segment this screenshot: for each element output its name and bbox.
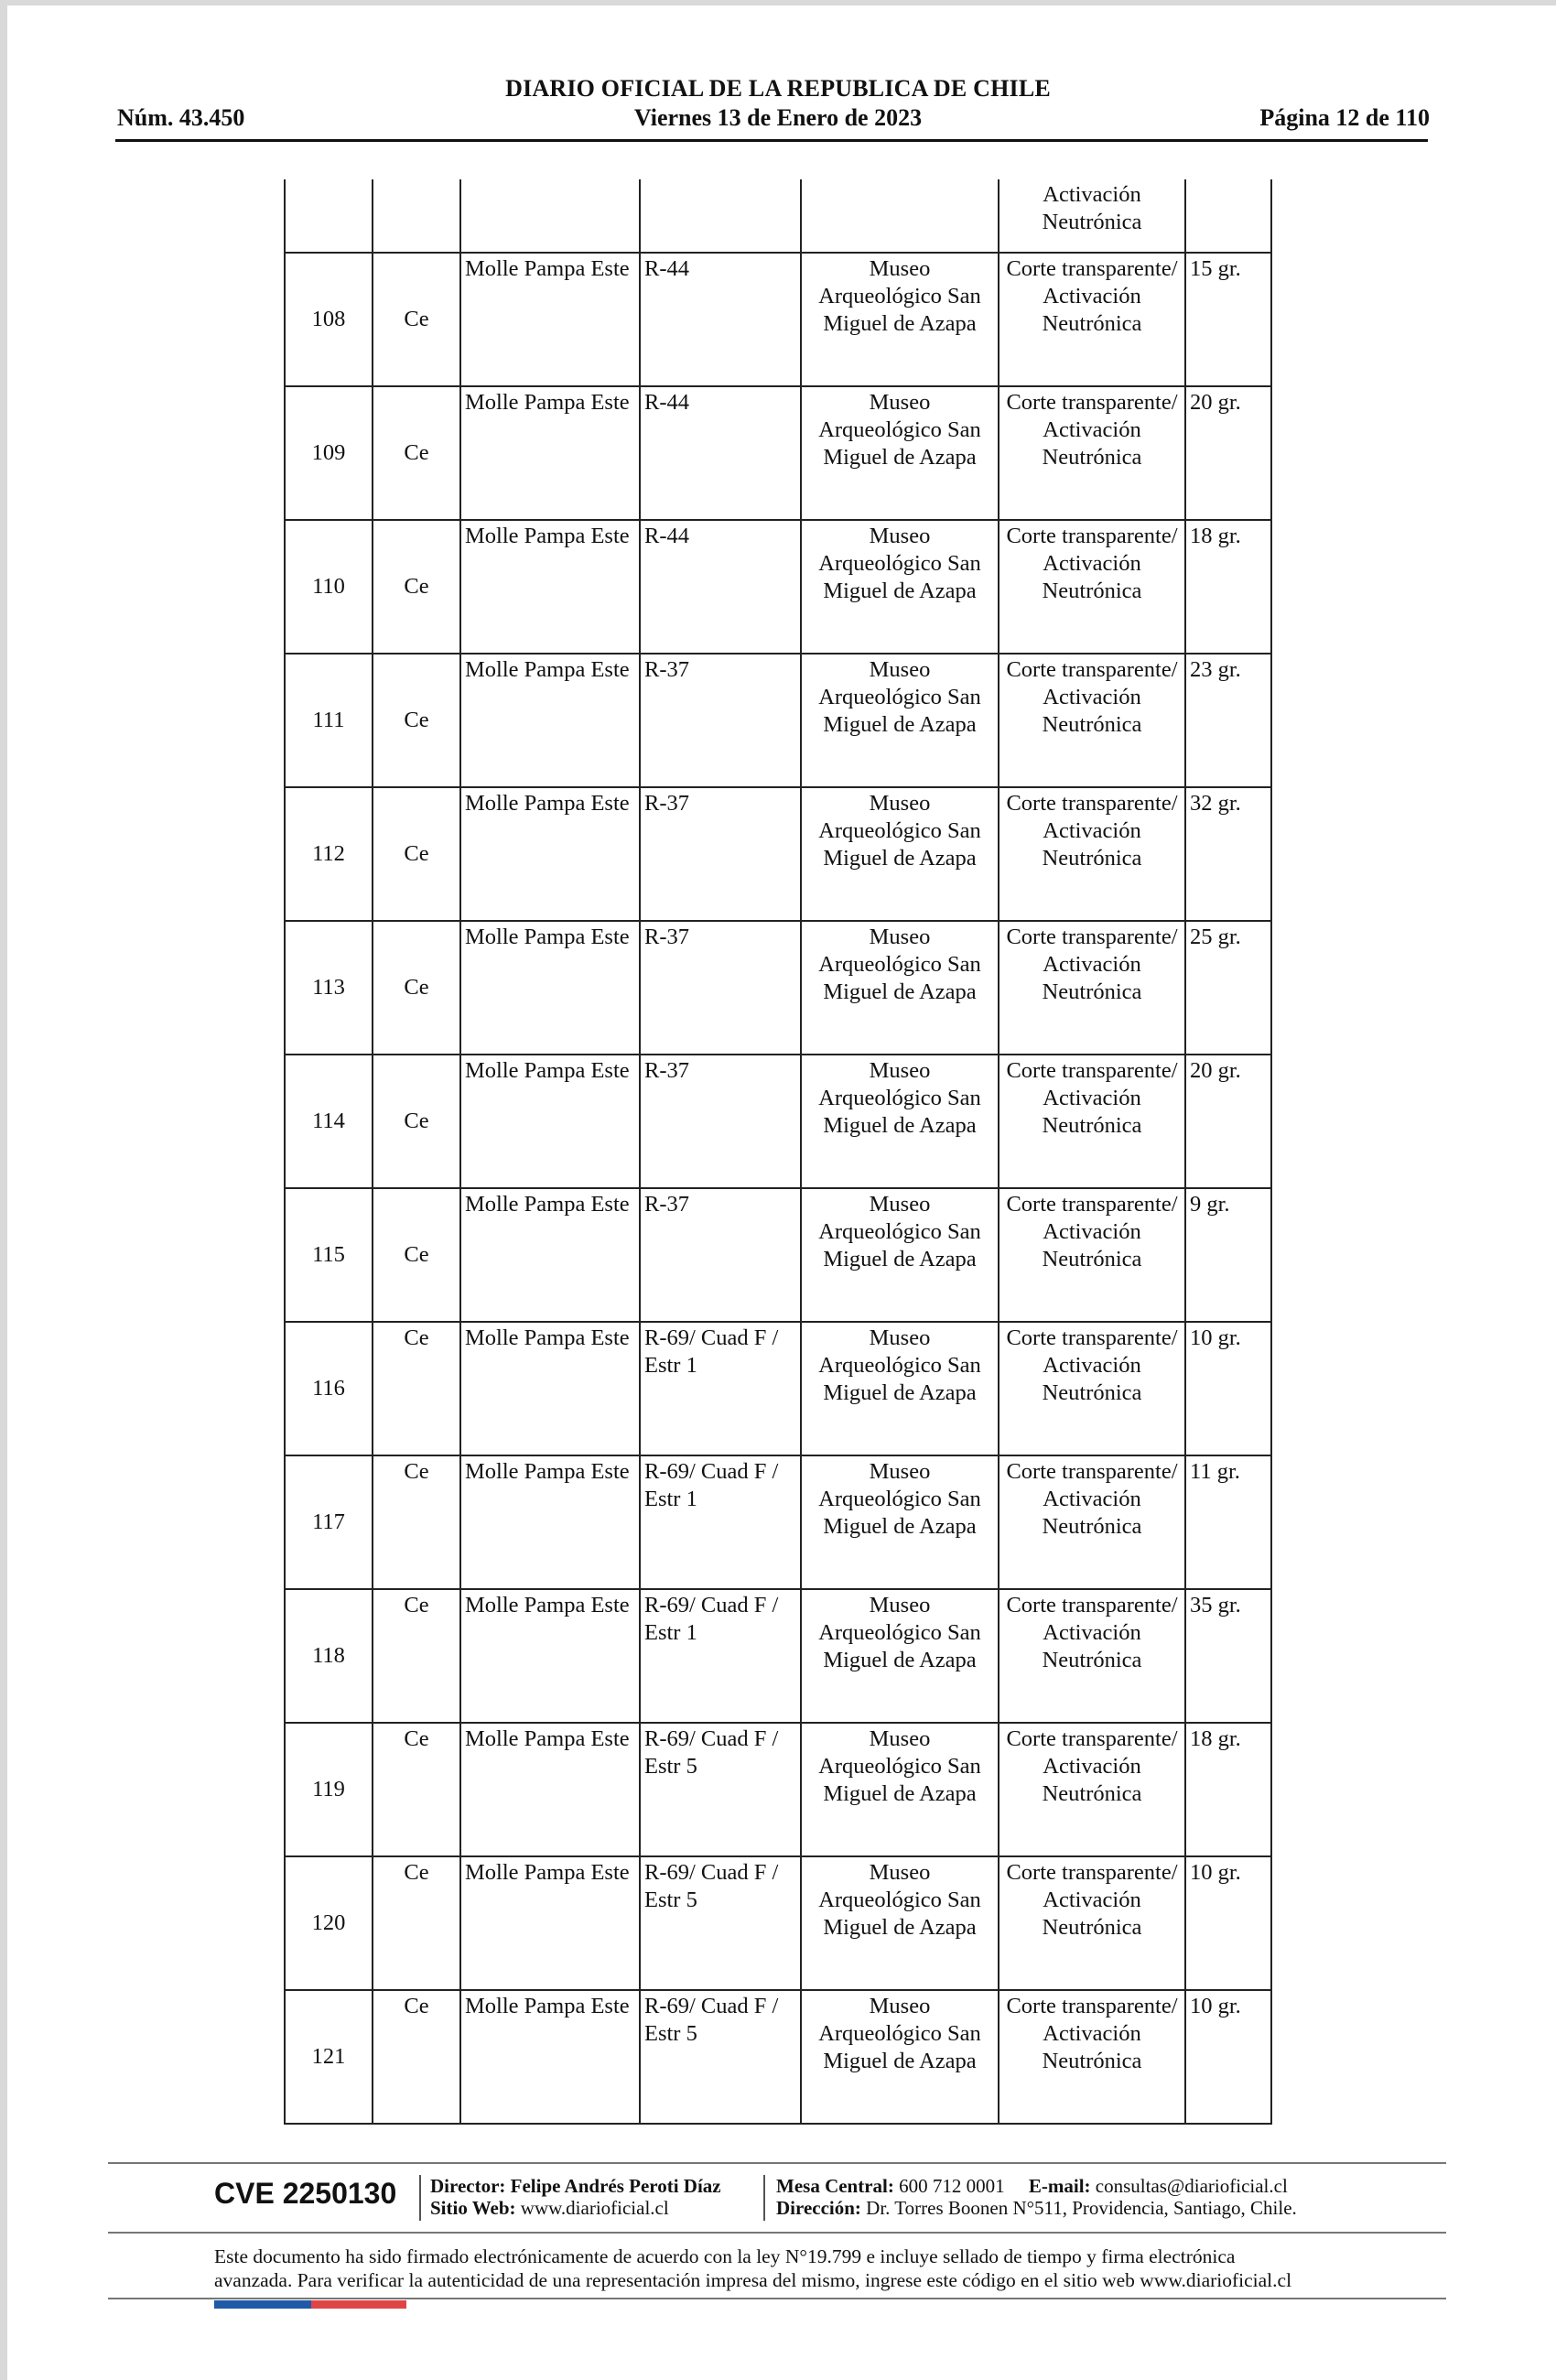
location-cell: Molle Pampa Este	[460, 1589, 640, 1723]
location-cell: Molle Pampa Este	[460, 1455, 640, 1589]
row-number: 108	[285, 253, 373, 386]
samples-table	[284, 179, 1272, 2125]
museum-cell: Museo Arqueológico San Miguel de Azapa	[801, 386, 999, 520]
continuation-row	[285, 179, 1271, 253]
method-text: Activación	[1043, 182, 1141, 207]
location-cell: Molle Pampa Este	[460, 1723, 640, 1856]
element-cell: Ce	[373, 1856, 460, 1990]
element-cell: Ce	[373, 1055, 460, 1188]
location-cell: Molle Pampa Este	[460, 1322, 640, 1455]
method-cell: Corte transparente/ Activación Neutrónica	[999, 1990, 1185, 2124]
reference-cell: R-69/ Cuad F / Estr 1	[640, 1322, 801, 1455]
weight-cell: 10 gr.	[1185, 1322, 1271, 1455]
element-cell: Ce	[373, 1990, 460, 2124]
reference-cell: R-44	[640, 253, 801, 386]
reference-cell: R-37	[640, 654, 801, 787]
address-label: Dirección:	[776, 2197, 861, 2219]
museum-cell: Museo Arqueológico San Miguel de Azapa	[801, 1589, 999, 1723]
reference-cell: R-44	[640, 520, 801, 654]
director-block	[430, 2175, 721, 2219]
reference-cell: R-69/ Cuad F / Estr 5	[640, 1723, 801, 1856]
table-row	[285, 386, 1271, 520]
cve-code: CVE 2250130	[214, 2177, 397, 2210]
museum-cell: Museo Arqueológico San Miguel de Azapa	[801, 1856, 999, 1990]
weight-cell: 11 gr.	[1185, 1455, 1271, 1589]
table-row	[285, 1455, 1271, 1589]
reference-cell: R-37	[640, 921, 801, 1055]
table-row	[285, 1589, 1271, 1723]
location-cell: Molle Pampa Este	[460, 1990, 640, 2124]
location-cell: Molle Pampa Este	[460, 1856, 640, 1990]
reference-cell: R-37	[640, 1188, 801, 1322]
museum-cell: Museo Arqueológico San Miguel de Azapa	[801, 921, 999, 1055]
museum-cell: Museo Arqueológico San Miguel de Azapa	[801, 1322, 999, 1455]
reference-cell: R-44	[640, 386, 801, 520]
table-cell	[460, 179, 640, 253]
weight-cell: 25 gr.	[1185, 921, 1271, 1055]
weight-cell: 35 gr.	[1185, 1589, 1271, 1723]
row-number: 114	[285, 1055, 373, 1188]
museum-cell: Museo Arqueológico San Miguel de Azapa	[801, 1055, 999, 1188]
row-number: 116	[285, 1322, 373, 1455]
table-row	[285, 921, 1271, 1055]
weight-cell: 9 gr.	[1185, 1188, 1271, 1322]
location-cell: Molle Pampa Este	[460, 787, 640, 921]
museum-cell: Museo Arqueológico San Miguel de Azapa	[801, 1723, 999, 1856]
row-number: 118	[285, 1589, 373, 1723]
weight-cell: 10 gr.	[1185, 1990, 1271, 2124]
element-cell: Ce	[373, 1455, 460, 1589]
method-cell: Corte transparente/ Activación Neutrónica	[999, 386, 1185, 520]
weight-cell: 23 gr.	[1185, 654, 1271, 787]
row-number: 120	[285, 1856, 373, 1990]
method-cell: Corte transparente/ Activación Neutrónica	[999, 1055, 1185, 1188]
table-row	[285, 253, 1271, 386]
site-link[interactable]: www.diarioficial.cl	[520, 2197, 669, 2219]
weight-cell: 20 gr.	[1185, 386, 1271, 520]
table-cell	[373, 179, 460, 253]
element-cell: Ce	[373, 1589, 460, 1723]
legal-line: Este documento ha sido firmado electrónicamente de acuerdo con la ley N°19.799 e incluye sellado de tiempo y firma electrónica	[214, 2245, 1236, 2267]
director-name: Felipe Andrés Peroti Díaz	[510, 2175, 721, 2197]
element-cell: Ce	[373, 1188, 460, 1322]
row-number: 112	[285, 787, 373, 921]
element-cell: Ce	[373, 921, 460, 1055]
method-cell: Corte transparente/ Activación Neutrónica	[999, 1589, 1185, 1723]
method-cell: Corte transparente/ Activación Neutrónica	[999, 921, 1185, 1055]
location-cell: Molle Pampa Este	[460, 921, 640, 1055]
method-text: Neutrónica	[1042, 210, 1142, 234]
header-rule	[115, 139, 1428, 142]
element-cell: Ce	[373, 1322, 460, 1455]
museum-cell: Museo Arqueológico San Miguel de Azapa	[801, 1188, 999, 1322]
footer-divider	[419, 2175, 421, 2221]
issue-number: Núm. 43.450	[117, 104, 245, 131]
site-label: Sitio Web:	[430, 2197, 516, 2219]
method-cell: Corte transparente/ Activación Neutrónica	[999, 520, 1185, 654]
legal-line: avanzada. Para verificar la autenticidad de una representación impresa del mismo, ingrese este código en el sitio web www.diarioficial.cl	[214, 2269, 1292, 2291]
method-cell	[999, 179, 1185, 253]
method-cell: Corte transparente/ Activación Neutrónica	[999, 1188, 1185, 1322]
museum-cell: Museo Arqueológico San Miguel de Azapa	[801, 1455, 999, 1589]
museum-cell: Museo Arqueológico San Miguel de Azapa	[801, 520, 999, 654]
table-cell	[1185, 179, 1271, 253]
phone-value: 600 712 0001	[899, 2175, 1005, 2197]
location-cell: Molle Pampa Este	[460, 1055, 640, 1188]
museum-cell: Museo Arqueológico San Miguel de Azapa	[801, 654, 999, 787]
table-cell	[640, 179, 801, 253]
element-cell: Ce	[373, 1723, 460, 1856]
location-cell: Molle Pampa Este	[460, 253, 640, 386]
legal-notice	[214, 2245, 1358, 2292]
table-row	[285, 654, 1271, 787]
weight-cell: 15 gr.	[1185, 253, 1271, 386]
table-row	[285, 1723, 1271, 1856]
row-number: 117	[285, 1455, 373, 1589]
row-number: 119	[285, 1723, 373, 1856]
method-cell: Corte transparente/ Activación Neutrónica	[999, 654, 1185, 787]
weight-cell: 10 gr.	[1185, 1856, 1271, 1990]
weight-cell: 20 gr.	[1185, 1055, 1271, 1188]
element-cell: Ce	[373, 787, 460, 921]
footer-rule-top	[108, 2162, 1446, 2164]
table-row	[285, 1856, 1271, 1990]
table-row	[285, 520, 1271, 654]
phone-label: Mesa Central:	[776, 2175, 894, 2197]
table-row	[285, 1322, 1271, 1455]
reference-cell: R-69/ Cuad F / Estr 1	[640, 1455, 801, 1589]
gazette-title: DIARIO OFICIAL DE LA REPUBLICA DE CHILE	[505, 75, 1051, 102]
element-cell: Ce	[373, 520, 460, 654]
row-number: 109	[285, 386, 373, 520]
table-cell	[801, 179, 999, 253]
row-number: 111	[285, 654, 373, 787]
footer-divider	[763, 2175, 765, 2221]
weight-cell: 18 gr.	[1185, 1723, 1271, 1856]
method-cell: Corte transparente/ Activación Neutrónica	[999, 1723, 1185, 1856]
address-value: Dr. Torres Boonen N°511, Providencia, Santiago, Chile.	[866, 2197, 1297, 2219]
page-indicator: Página 12 de 110	[1259, 104, 1430, 131]
weight-cell: 32 gr.	[1185, 787, 1271, 921]
footer-rule-bottom	[108, 2298, 1446, 2299]
contact-block	[776, 2175, 1297, 2219]
issue-date: Viernes 13 de Enero de 2023	[633, 104, 923, 131]
flag-bar-blue	[214, 2300, 311, 2309]
element-cell: Ce	[373, 654, 460, 787]
row-number: 110	[285, 520, 373, 654]
method-cell: Corte transparente/ Activación Neutrónica	[999, 1856, 1185, 1990]
footer-rule-mid	[108, 2232, 1446, 2234]
element-cell: Ce	[373, 253, 460, 386]
email-label: E-mail:	[1028, 2175, 1091, 2197]
table-cell	[285, 179, 373, 253]
reference-cell: R-69/ Cuad F / Estr 5	[640, 1856, 801, 1990]
museum-cell: Museo Arqueológico San Miguel de Azapa	[801, 787, 999, 921]
director-label: Director:	[430, 2175, 506, 2197]
table-row	[285, 1990, 1271, 2124]
table-row	[285, 1188, 1271, 1322]
reference-cell: R-69/ Cuad F / Estr 1	[640, 1589, 801, 1723]
location-cell: Molle Pampa Este	[460, 654, 640, 787]
flag-bar-red	[311, 2300, 406, 2309]
table-row	[285, 1055, 1271, 1188]
location-cell: Molle Pampa Este	[460, 520, 640, 654]
reference-cell: R-37	[640, 1055, 801, 1188]
row-number: 121	[285, 1990, 373, 2124]
email-link[interactable]: consultas@diarioficial.cl	[1095, 2175, 1288, 2197]
element-cell: Ce	[373, 386, 460, 520]
museum-cell: Museo Arqueológico San Miguel de Azapa	[801, 253, 999, 386]
weight-cell: 18 gr.	[1185, 520, 1271, 654]
table-row	[285, 787, 1271, 921]
method-cell: Corte transparente/ Activación Neutrónica	[999, 253, 1185, 386]
row-number: 113	[285, 921, 373, 1055]
method-cell: Corte transparente/ Activación Neutrónica	[999, 1322, 1185, 1455]
location-cell: Molle Pampa Este	[460, 1188, 640, 1322]
reference-cell: R-69/ Cuad F / Estr 5	[640, 1990, 801, 2124]
method-cell: Corte transparente/ Activación Neutrónica	[999, 787, 1185, 921]
museum-cell: Museo Arqueológico San Miguel de Azapa	[801, 1990, 999, 2124]
reference-cell: R-37	[640, 787, 801, 921]
method-cell: Corte transparente/ Activación Neutrónica	[999, 1455, 1185, 1589]
location-cell: Molle Pampa Este	[460, 386, 640, 520]
row-number: 115	[285, 1188, 373, 1322]
